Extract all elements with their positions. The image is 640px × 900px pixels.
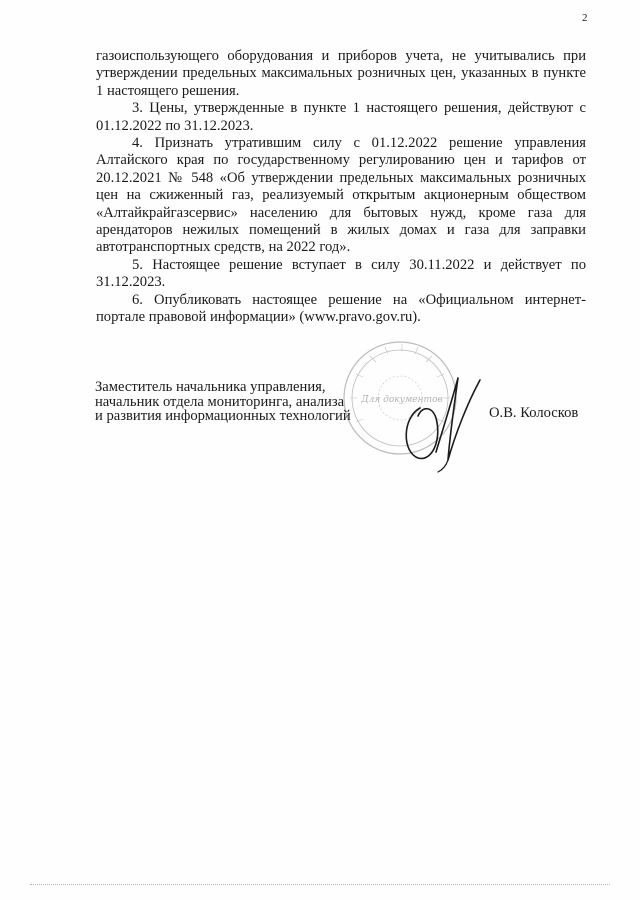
signatory-line-3: и развития информационных технологий: [95, 408, 351, 425]
signatory-position: [95, 380, 395, 424]
paragraph-5: 5. Настоящее решение вступает в силу 30.11.2022 и действует по 31.12.2023.: [96, 256, 586, 291]
handwritten-signature: [392, 356, 492, 476]
stamp-text: Для документов: [361, 395, 443, 405]
signatory-name: О.В. Колосков: [489, 405, 579, 421]
page-number: 2: [582, 12, 588, 24]
signatory-line-2: начальник отдела мониторинга, анализа: [95, 393, 345, 410]
paragraph-3: 3. Цены, утвержденные в пункте 1 настоящего решения, действуют с 01.12.2022 по 31.12.2023.: [96, 100, 586, 134]
paragraph-6: 6. Опубликовать настоящее решение на «Официальном интернет-портале правовой информации» (www.pravo.gov.ru).: [96, 291, 586, 326]
paragraph-continuation: газоиспользующего оборудования и приборов учета, не учитывались при утверждении предельных максимальных розничных цен, указанных в пункте 1 настоящего решения.: [96, 48, 586, 99]
body-text: [96, 48, 586, 327]
signatory-line-1: Заместитель начальника управления,: [95, 379, 326, 395]
scan-edge-line: [30, 884, 610, 886]
paragraph-4: 4. Признать утратившим силу с 01.12.2022 решение управления Алтайского края по государственному регулированию цен и тарифов от 20.12.2021 № 548 «Об утверждении предельных максимальных розничных цен на сжиженный газ, реализуемый открытым акционерным обществом «Алтайкрайгазсервис» населению для бытовых нужд, кроме газа для арендаторов нежилых помещений в жилых домах и газа для заправки автотранспортных средств, на 2022 год».: [96, 135, 586, 256]
